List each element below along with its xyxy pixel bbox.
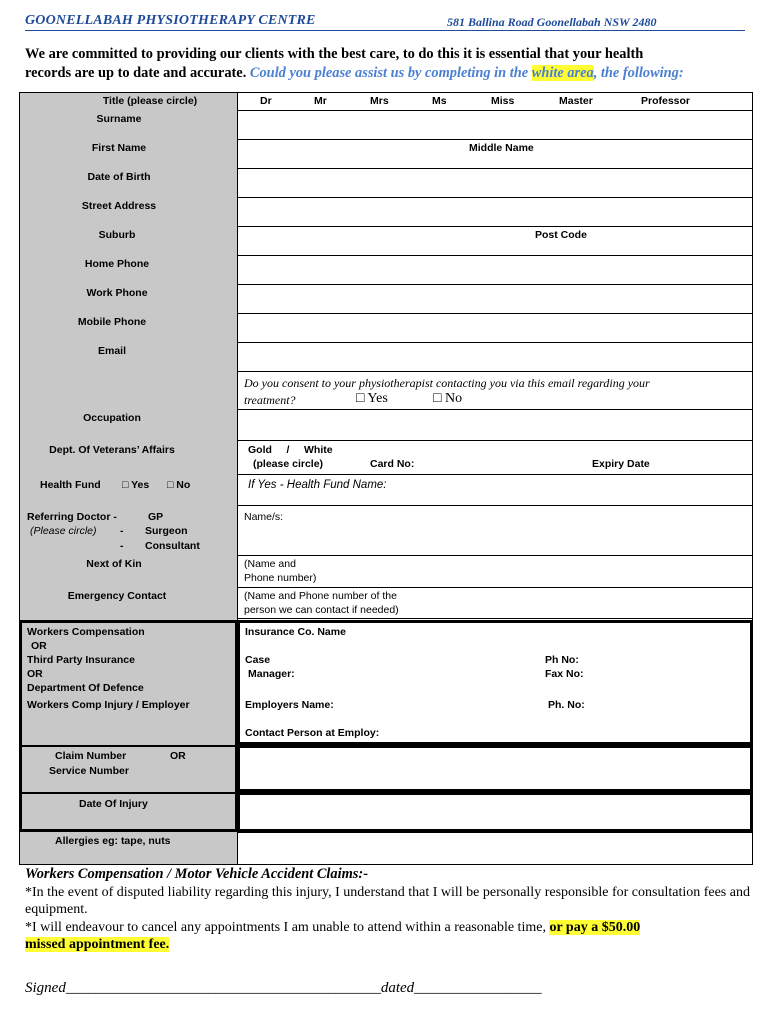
referring-gp[interactable]: GP	[148, 511, 164, 523]
insurance-co-label: Insurance Co. Name	[245, 626, 346, 638]
wc-line-2: OR	[31, 640, 47, 652]
nok-note-2: Phone number)	[244, 572, 317, 584]
dob-label: Date of Birth	[87, 171, 151, 183]
street-label: Street Address	[81, 200, 157, 212]
clinic-header	[25, 13, 745, 31]
work-phone-label: Work Phone	[86, 287, 148, 299]
wc-line-1: Workers Compensation	[27, 626, 145, 638]
health-fund-name-label: If Yes - Health Fund Name:	[248, 479, 387, 491]
surname-label: Surname	[96, 113, 142, 125]
consent-question-1: Do you consent to your physiotherapist contacting you via this email regarding your	[244, 376, 650, 390]
next-of-kin-label: Next of Kin	[86, 558, 142, 570]
title-option-mr[interactable]: Mr	[314, 95, 327, 107]
dated-field[interactable]: dated_________________	[380, 980, 542, 996]
intro-line-1: We are committed to providing our clients with the best care, to do this it is essential that your health	[25, 46, 644, 62]
consent-question-2: treatment?	[244, 393, 296, 407]
claims-paragraph-2	[25, 919, 755, 937]
case-label: Case	[245, 654, 271, 666]
claim-or-label: OR	[170, 750, 186, 762]
claim-number-box	[237, 745, 753, 792]
mobile-phone-label: Mobile Phone	[77, 316, 147, 328]
suburb-label: Suburb	[98, 229, 136, 241]
claims-notice	[25, 866, 755, 954]
expiry-date-label: Expiry Date	[592, 458, 650, 470]
gold-white-option[interactable]: Gold / White	[248, 444, 333, 456]
emergency-note-2: person we can contact if needed)	[244, 604, 399, 616]
ph-no-label: Ph No:	[545, 654, 579, 666]
date-of-injury-box	[237, 792, 753, 832]
intro-line-2c: , the following:	[593, 65, 684, 81]
claims-heading: Workers Compensation / Motor Vehicle Accident Claims:-	[25, 866, 368, 882]
occupation-label: Occupation	[83, 412, 141, 424]
contact-person-label: Contact Person at Employ:	[245, 727, 380, 739]
referring-names-label: Name/s:	[244, 511, 284, 523]
consent-yes-checkbox[interactable]: □ Yes	[356, 391, 388, 406]
manager-label: Manager:	[248, 668, 295, 680]
allergies-label: Allergies eg: tape, nuts	[55, 835, 171, 847]
referring-dash-2: -	[120, 540, 124, 552]
claim-number-label: Claim Number	[55, 750, 127, 762]
post-code-label: Post Code	[535, 229, 587, 241]
referring-doctor-label: Referring Doctor -	[27, 511, 117, 523]
referring-consultant[interactable]: Consultant	[145, 540, 200, 552]
home-phone-label: Home Phone	[84, 258, 150, 270]
employer-ph-label: Ph. No:	[548, 699, 585, 711]
referring-please-circle: (Please circle)	[30, 525, 97, 537]
health-fund-no-checkbox[interactable]: □ No	[167, 479, 191, 491]
clinic-address: 581 Ballina Road Goonellabah NSW 2480	[447, 15, 657, 29]
middle-name-label: Middle Name	[469, 142, 534, 154]
intro-text	[25, 45, 755, 83]
health-fund-yes-checkbox[interactable]: □ Yes	[122, 479, 150, 491]
fee-highlight-1: or pay a $50.00	[549, 919, 641, 935]
intro-line-2	[25, 64, 755, 83]
title-option-mrs[interactable]: Mrs	[370, 95, 389, 107]
title-label: Title (please circle)	[102, 95, 198, 107]
consent-no-checkbox[interactable]: □ No	[433, 391, 463, 406]
referring-surgeon[interactable]: Surgeon	[145, 525, 188, 537]
signed-field[interactable]: Signed__________________________________________	[25, 980, 381, 996]
intro-highlight: white area	[531, 65, 594, 81]
claims-paragraph-1: *In the event of disputed liability regarding this injury, I understand that I will be personally responsible for consultation fees and equipment.	[25, 884, 750, 917]
fee-highlight-2: missed appointment fee.	[25, 937, 170, 952]
title-option-master[interactable]: Master	[559, 95, 593, 107]
health-fund-label: Health Fund	[40, 479, 101, 491]
date-of-injury-label: Date Of Injury	[79, 798, 148, 810]
employers-name-label: Employers Name:	[245, 699, 334, 711]
fax-no-label: Fax No:	[545, 668, 584, 680]
title-option-miss[interactable]: Miss	[491, 95, 515, 107]
title-option-professor[interactable]: Professor	[641, 95, 691, 107]
signature-line[interactable]	[25, 980, 542, 997]
claims-paragraph-2a: *I will endeavour to cancel any appointments I am unable to attend within a reasonable time,	[25, 919, 550, 935]
first-name-label: First Name	[91, 142, 147, 154]
wc-line-4: OR	[27, 668, 43, 680]
please-circle-note: (please circle)	[253, 458, 324, 470]
referring-dash-1: -	[120, 525, 124, 537]
wc-line-3: Third Party Insurance	[27, 654, 135, 666]
card-no-label: Card No:	[370, 458, 415, 470]
emergency-contact-label: Emergency Contact	[67, 590, 167, 602]
title-option-ms[interactable]: Ms	[432, 95, 447, 107]
dva-label: Dept. Of Veterans’ Affairs	[49, 444, 175, 456]
wc-injury-employer-label: Workers Comp Injury / Employer	[27, 699, 190, 711]
wc-line-5: Department Of Defence	[27, 682, 144, 694]
intro-line-2a: records are up to date and accurate.	[25, 65, 250, 81]
clinic-name: GOONELLABAH PHYSIOTHERAPY CENTRE	[25, 13, 316, 28]
title-option-dr[interactable]: Dr	[260, 95, 272, 107]
nok-note-1: (Name and	[244, 558, 296, 570]
email-label: Email	[97, 345, 126, 357]
service-number-label: Service Number	[49, 765, 129, 777]
emergency-note-1: (Name and Phone number of the	[244, 590, 397, 602]
intro-line-2b: Could you please assist us by completing in the	[249, 65, 532, 81]
